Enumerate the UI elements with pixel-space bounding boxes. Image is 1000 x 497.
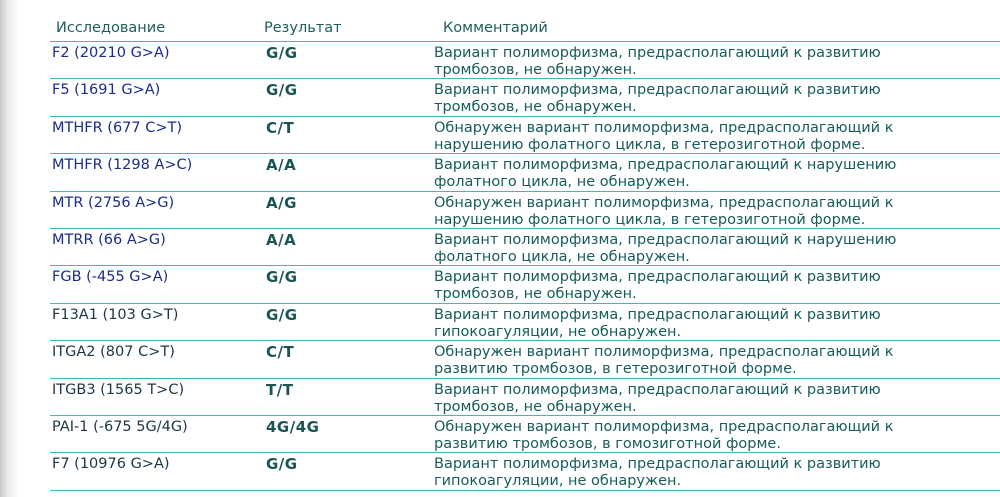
comment-cell [434, 45, 881, 79]
comment-cell [434, 195, 893, 229]
comment-line: тромбозов, не обнаружен. [434, 398, 637, 415]
result-value: A/A [266, 156, 297, 175]
comment-cell [434, 82, 881, 116]
comment-line: Обнаружен вариант полиморфизма, предрасполагающий к [434, 418, 894, 435]
study-name: F13A1 (103 G>T) [52, 306, 179, 323]
table-row [50, 379, 1000, 416]
comment-line: Обнаружен вариант полиморфизма, предрасполагающий к [434, 194, 894, 211]
results-table [50, 0, 1000, 491]
table-row [50, 341, 1000, 378]
result-value: G/G [266, 44, 298, 62]
result-value: A/G [266, 193, 297, 212]
comment-line: развитию тромбозов, в гомозиготной форме. [434, 435, 781, 452]
result-value: G/G [266, 268, 298, 287]
table-body [50, 42, 1000, 491]
result-value: C/T [266, 343, 295, 362]
study-name: MTHFR (677 C>T) [52, 119, 183, 136]
comment-line: Вариант полиморфизма, предрасполагающий к развитию [434, 269, 881, 286]
comment-cell [434, 120, 893, 154]
table-row [50, 154, 1000, 191]
comment-line: Обнаружен вариант полиморфизма, предрасполагающий к [434, 344, 894, 361]
result-value: G/G [266, 305, 298, 324]
comment-cell [434, 307, 881, 341]
comment-cell [434, 344, 893, 378]
study-name: MTR (2756 A>G) [52, 194, 175, 211]
table-row [50, 416, 1000, 453]
result-value: T/T [266, 380, 294, 399]
comment-line: гипокоагуляции, не обнаружен. [434, 473, 682, 490]
result-value: 4G/4G [266, 417, 320, 436]
comment-line: Вариант полиморфизма, предрасполагающий к развитию [434, 456, 881, 473]
result-value: C/T [266, 118, 295, 137]
study-name: FGB (-455 G>A) [52, 269, 169, 286]
comment-line: Вариант полиморфизма, предрасполагающий к развитию [434, 306, 881, 323]
page-edge-shadow [0, 0, 20, 497]
comment-cell [434, 269, 881, 303]
comment-line: тромбозов, не обнаружен. [434, 286, 637, 303]
result-value: G/G [266, 455, 298, 474]
header-study: Исследование [56, 20, 166, 36]
comment-line: Вариант полиморфизма, предрасполагающий к нарушению [434, 157, 897, 174]
table-row [50, 192, 1000, 229]
table-row [50, 79, 1000, 116]
table-row [50, 304, 1000, 341]
comment-cell [434, 382, 881, 416]
table-row [50, 117, 1000, 154]
study-name: ITGA2 (807 C>T) [52, 344, 175, 361]
study-name: F7 (10976 G>A) [52, 456, 170, 473]
result-value: G/G [266, 81, 298, 100]
study-name: F5 (1691 G>A) [52, 82, 161, 99]
comment-line: нарушению фолатного цикла, в гетерозиготной форме. [434, 136, 866, 153]
table-row [50, 42, 1000, 79]
comment-line: фолатного цикла, не обнаружен. [434, 248, 690, 265]
header-result: Результат [264, 20, 342, 36]
table-row [50, 229, 1000, 266]
table-row [50, 266, 1000, 303]
comment-line: тромбозов, не обнаружен. [434, 62, 637, 78]
comment-line: Обнаружен вариант полиморфизма, предрасполагающий к [434, 119, 894, 136]
comment-cell [434, 419, 893, 453]
table-header [50, 0, 1000, 42]
table-row [50, 453, 1000, 490]
study-name: MTHFR (1298 A>C) [52, 157, 193, 174]
comment-line: фолатного цикла, не обнаружен. [434, 174, 690, 191]
study-name: F2 (20210 G>A) [52, 45, 170, 61]
comment-line: нарушению фолатного цикла, в гетерозиготной форме. [434, 211, 866, 228]
comment-line: Вариант полиморфизма, предрасполагающий к нарушению [434, 231, 897, 248]
header-comment: Комментарий [443, 20, 548, 36]
comment-line: Вариант полиморфизма, предрасполагающий к развитию [434, 381, 881, 398]
result-value: A/A [266, 230, 297, 249]
comment-cell [434, 232, 896, 266]
study-name: MTRR (66 A>G) [52, 231, 166, 248]
comment-line: тромбозов, не обнаружен. [434, 99, 637, 116]
comment-line: гипокоагуляции, не обнаружен. [434, 323, 682, 340]
study-name: ITGB3 (1565 T>C) [52, 381, 185, 398]
study-name: PAI-1 (-675 5G/4G) [52, 418, 188, 435]
comment-line: Вариант полиморфизма, предрасполагающий к развитию [434, 82, 881, 99]
comment-line: развитию тромбозов, в гетерозиготной форме. [434, 361, 797, 378]
comment-line: Вариант полиморфизма, предрасполагающий к развитию [434, 45, 881, 61]
comment-cell [434, 456, 881, 490]
comment-cell [434, 157, 896, 191]
